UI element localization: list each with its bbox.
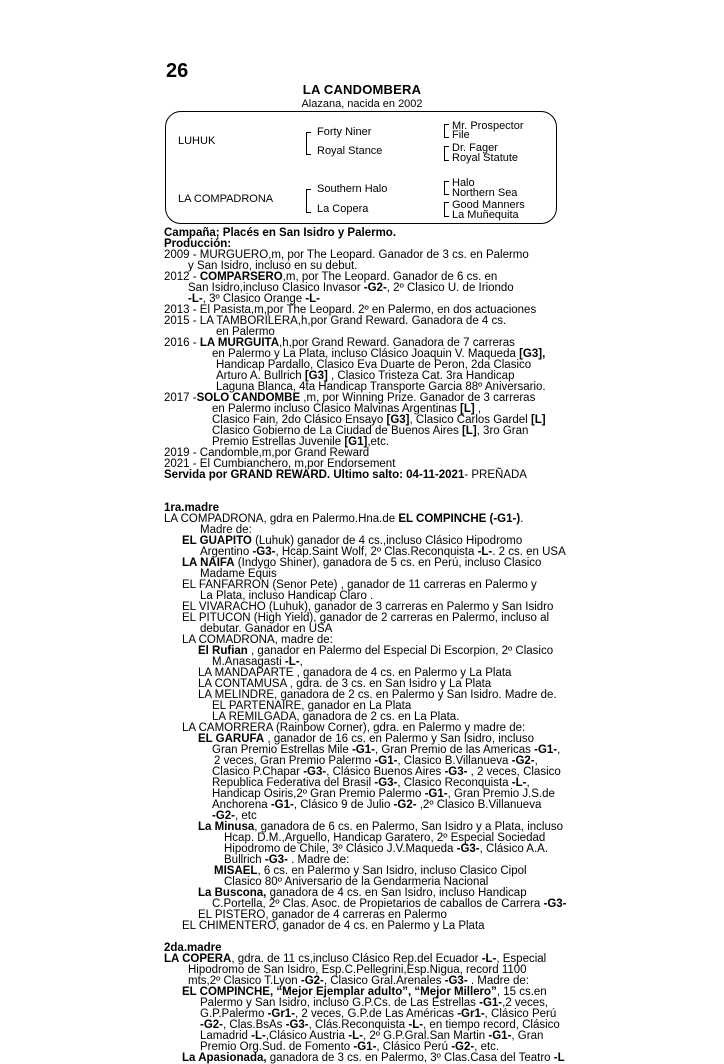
bold-text: -G3-: [264, 854, 288, 866]
bold-text: El Rufian: [198, 645, 248, 657]
bold-text: -L-: [511, 777, 527, 789]
bold-text: COMPARSERO: [199, 271, 283, 283]
bold-text: [L]: [530, 414, 546, 426]
text-segment: , Hcap.Saint Wolf, 2º Clas.Reconquista: [275, 546, 478, 558]
text-segment: ,: [299, 656, 303, 668]
text-segment: , Clásico Perú: [484, 1008, 557, 1020]
text-segment: , ganador en Palermo del Especial Di Escorpion, 2º Clasico: [247, 645, 554, 657]
text-segment: 2009 - MURGUERO,m, por The Leopard. Ganador de 3 cs. en Palermo: [164, 249, 529, 261]
text-segment: 2021 - El Cumbianchero, m,por Endorsement: [164, 458, 396, 470]
pedigree-g3-2b: Royal Statute: [452, 152, 519, 164]
bold-text: [G1]: [344, 436, 368, 448]
text-segment: LA CONTAMUSA , gdra. de 3 cs. en San Isidro y La Plata: [198, 678, 492, 690]
text-segment: ,etc.: [367, 436, 390, 448]
horse-subtitle: Alazana, nacida en 2002: [301, 98, 423, 110]
text-segment: - PREÑADA: [464, 469, 527, 481]
bold-text: -G2-: [212, 810, 235, 822]
text-segment: Gran Premio Estrellas Mile: [212, 744, 352, 756]
bold-text: -G3-: [543, 898, 567, 910]
text-segment: , ganador de 16 cs. en Palermo y San Isidro, incluso: [264, 733, 535, 745]
bold-text: MISAEL: [214, 865, 258, 877]
bold-text: -G1-: [424, 788, 448, 800]
bold-text: EL COMPINCHE (-G1-): [398, 513, 521, 525]
bold-text: -G1-: [488, 1030, 512, 1042]
pedigree-bracket: [444, 181, 449, 195]
text-segment: (Luhuk) ganador de 4 cs.,incluso Clásico Hipodromo: [251, 535, 523, 547]
text-line: [164, 932, 720, 943]
text-segment: , Especial: [496, 953, 547, 965]
text-segment: EL PARTENAIRE, ganador en La Plata: [212, 700, 412, 712]
text-segment: . 2 cs. en USA: [492, 546, 566, 558]
bold-text: LA NAIFA: [182, 557, 235, 569]
text-segment: , 3º Clasico Orange: [202, 293, 306, 305]
text-segment: , Clasico Gral.Arenales: [323, 975, 445, 987]
text-segment: , ganadora de 6 cs. en Palermo, San Isidro y a Plata, incluso: [254, 821, 563, 833]
lot-number: 26: [166, 60, 189, 82]
bold-text: -L-: [408, 1019, 424, 1031]
text-segment: LA MANDAPARTE , ganadora de 4 cs. en Palermo y La Plata: [198, 667, 512, 679]
text-segment: , etc: [235, 810, 257, 822]
text-segment: , 2º G.P.Gral.San Martin: [362, 1030, 489, 1042]
text-segment: , Clasico Tristeza Cat. 3ra Handicap: [327, 370, 515, 382]
text-segment: (Indygo Shiner), ganadora de 5 cs. en Perú, incluso Clasico: [234, 557, 542, 569]
text-line: [164, 492, 720, 503]
bold-text: [G3]: [304, 370, 328, 382]
text-segment: , 2 veces, Clasico: [467, 766, 561, 778]
text-segment: ,2º Clasico B.Villanueva: [416, 799, 542, 811]
text-segment: , etc.: [474, 1041, 500, 1053]
bold-text: Campaña; Placés en San Isidro y Palermo.: [164, 227, 397, 239]
text-segment: Madame Equis: [200, 568, 277, 580]
bold-text: -G3-: [252, 546, 276, 558]
text-segment: , 3ro Gran: [476, 425, 529, 437]
pedigree-g3-4b: La Muñequita: [452, 209, 519, 221]
text-segment: LA COMADRONA, madre de:: [182, 634, 333, 646]
pedigree-bracket: [444, 202, 449, 217]
text-segment: ,: [526, 777, 530, 789]
text-segment: , Clas.BsAs: [223, 1019, 286, 1031]
pedigree-g3-3a: Halo: [452, 177, 475, 189]
bold-text: -G3-: [444, 766, 468, 778]
bold-text: -L-: [305, 293, 321, 305]
text-segment: , Clasico Carlos Gardel: [409, 414, 531, 426]
bold-text: EL COMPINCHE, “Mejor Ejemplar adulto”, “Mejor Millero”: [182, 986, 497, 998]
text-segment: .: [520, 513, 524, 525]
text-segment: 2016 -: [164, 337, 200, 349]
bold-text: La Apasionada,: [182, 1052, 267, 1064]
text-segment: en Palermo incluso Clasico Malvinas Argentinas: [212, 403, 461, 415]
pedigree-g3-1b: File: [452, 129, 470, 141]
text-segment: , Clásico 9 de Julio: [293, 799, 394, 811]
text-segment: San Isidro,incluso Clasico Invasor: [188, 282, 364, 294]
text-segment: , Gran: [511, 1030, 544, 1042]
bold-text: -L-: [188, 293, 203, 305]
bold-text: [G3]: [386, 414, 410, 426]
text-segment: Madre de:: [200, 524, 252, 536]
text-segment: LA COMPADRONA, gdra en Palermo.Hna.de: [164, 513, 399, 525]
bold-text: [L]: [461, 425, 477, 437]
text-line: [164, 1053, 720, 1064]
bold-text: SOLO CANDOMBE: [196, 392, 301, 404]
text-segment: Palermo y San Isidro, incluso G.P.Cs. de Las Estrellas: [200, 997, 480, 1009]
text-segment: La Plata, incluso Handicap Claro .: [200, 590, 374, 602]
bold-text: LA COPERA: [164, 953, 232, 965]
text-segment: y San Isidro, incluso en su debut.: [188, 260, 358, 272]
text-segment: Arturo A. Bullrich: [216, 370, 305, 382]
text-segment: , en tiempo record, Clásico: [423, 1019, 560, 1031]
text-segment: Clasico Gobierno de La Ciudad de Buenos Aires: [212, 425, 462, 437]
text-segment: Premio Estrellas Juvenile: [212, 436, 345, 448]
text-segment: 2 veces, Gran Premio Palermo: [214, 755, 375, 767]
text-segment: Clasico 80º Aniversario de la Gendarmeria Nacional: [224, 876, 489, 888]
bold-text: -G3-: [444, 975, 468, 987]
text-segment: , Gran Premio de las Americas: [374, 744, 535, 756]
text-segment: Laguna Blanca, 4ta Handicap Transporte Garcia 88º Aniversario.: [216, 381, 546, 393]
pedigree-g3-2a: Dr. Fager: [452, 142, 498, 154]
bold-text: EL GARUFA: [198, 733, 265, 745]
text-segment: , Clásico A.A.: [479, 843, 549, 855]
pedigree-g3-1a: Mr. Prospector: [452, 120, 524, 132]
pedigree-sire-dam: Royal Stance: [317, 145, 383, 157]
bold-text: LA MURGUITA: [199, 337, 280, 349]
bold-text: -G3-: [285, 1019, 309, 1031]
bold-text: [L]: [460, 403, 475, 415]
text-segment: EL PITUCON (High Yield), ganador de 2 carreras en Palermo, incluso al: [182, 612, 550, 624]
bold-text: -L-: [251, 1030, 266, 1042]
bold-text: Producción:: [164, 238, 232, 250]
bold-text: -G1-: [374, 755, 398, 767]
text-segment: 2015 - LA TAMBORILERA,h,por Grand Reward. Ganadora de 4 cs.: [164, 315, 507, 327]
text-segment: 2012 -: [164, 271, 200, 283]
pedigree-dam-dam: La Copera: [317, 203, 369, 215]
text-segment: Clasico P.Chapar: [212, 766, 304, 778]
text-segment: EL FANFARRON (Senor Pete) , ganador de 11 carreras en Palermo y: [182, 579, 537, 591]
bold-text: La Buscona,: [198, 887, 267, 899]
pedigree-sire-sire: Forty Niner: [317, 126, 372, 138]
text-segment: ganadora de 4 cs. en San Isidro, incluso Handicap: [266, 887, 527, 899]
pedigree-bracket: [444, 124, 449, 138]
text-segment: Handicap Pardallo, Clasico Eva Duarte de Peron, 2da Clasico: [216, 359, 532, 371]
pedigree-sire: LUHUK: [178, 135, 216, 147]
bold-text: -G3-: [374, 777, 398, 789]
text-segment: , 2º Clasico U. de Iriondo: [386, 282, 514, 294]
text-segment: mts,2º Clasico T.Lyon: [188, 975, 301, 987]
bold-text: Servida por GRAND REWARD. Ultimo salto: 04-11-2021: [164, 469, 465, 481]
bold-text: [G3],: [519, 348, 546, 360]
pedigree-bracket: [444, 146, 449, 161]
text-segment: EL CHIMENTERO, ganador de 4 cs. en Palermo y La Plata: [182, 920, 485, 932]
text-segment: ,Clásico Austria: [265, 1030, 349, 1042]
text-segment: , Gran Premio J.S.de: [447, 788, 555, 800]
text-segment: Hipodromo de Chile, 3º Clásico J.V.Maqueda: [224, 843, 457, 855]
text-segment: 2019 - Candomble,m,por Grand Reward: [164, 447, 370, 459]
text-segment: Hipodromo de San Isidro, Esp.C.Pellegrini,Esp.Nigua, record 1100: [188, 964, 527, 976]
text-segment: G.P.Palermo: [200, 1008, 268, 1020]
text-segment: , 6 cs. en Palermo y San Isidro, incluso Clasico Cipol: [257, 865, 527, 877]
text-segment: Anchorena: [212, 799, 271, 811]
bold-text: -G2-: [511, 755, 535, 767]
pedigree-box: [165, 111, 557, 224]
bold-text: -L-: [477, 546, 493, 558]
bold-text: -L-: [284, 656, 300, 668]
text-segment: debutar. Ganador en USA: [200, 623, 333, 635]
bold-text: 2da.madre: [164, 942, 222, 954]
bold-text: -G1-: [479, 997, 503, 1009]
pedigree-g3-3b: Northern Sea: [452, 187, 518, 199]
bold-text: 1ra.madre: [164, 502, 219, 514]
text-segment: EL VIVARACHO (Luhuk), ganador de 3 carreras en Palermo y San Isidro: [182, 601, 554, 613]
bold-text: -G3-: [456, 843, 480, 855]
text-segment: Handicap Osiris,2º Gran Premio Palermo: [212, 788, 425, 800]
text-segment: ganadora de 3 cs. en Palermo, 3º Clas.Casa del Teatro: [266, 1052, 554, 1064]
text-segment: . Madre de:: [287, 854, 350, 866]
bold-text: -G1-: [534, 744, 558, 756]
bold-text: -G2-: [300, 975, 324, 987]
text-segment: , gdra. de 11 cs,incluso Clásico Rep.del Ecuador: [231, 953, 482, 965]
text-segment: en Palermo: [216, 326, 275, 338]
pedigree-bracket: [306, 132, 311, 155]
text-segment: , 2 veces, G.P.de Las Américas: [295, 1008, 458, 1020]
text-segment: ,m, por The Leopard. Ganador de 6 cs. en: [282, 271, 498, 283]
text-segment: , Clás.Reconquista: [308, 1019, 409, 1031]
bold-text: -L: [553, 1052, 565, 1064]
pedigree-g3-4a: Good Manners: [452, 199, 525, 211]
bold-text: -L-: [348, 1030, 363, 1042]
bold-text: -L-: [481, 953, 497, 965]
text-segment: ,: [557, 744, 561, 756]
text-segment: LA CAMORRERA (Rainbow Corner), gdra. en Palermo y madre de:: [182, 722, 526, 734]
text-line: [164, 228, 720, 239]
text-segment: Argentino: [200, 546, 253, 558]
text-segment: , 15 cs.en: [496, 986, 547, 998]
bold-text: -G3-: [303, 766, 327, 778]
text-segment: Lamadrid: [200, 1030, 252, 1042]
text-segment: LA MELINDRE, ganadora de 2 cs. en Palermo y San Isidro. Madre de.: [198, 689, 557, 701]
text-segment: EL PISTERO, ganador de 4 carreras en Palermo: [198, 909, 447, 921]
horse-name: LA CANDOMBERA: [302, 82, 422, 97]
text-segment: M.Anasagasti: [212, 656, 285, 668]
text-segment: , Clásico Perú: [376, 1041, 452, 1053]
text-segment: LA REMILGADA, ganadora de 2 cs. en La Plata.: [212, 711, 460, 723]
bold-text: EL GUAPITO: [182, 535, 252, 547]
text-segment: 2013 - El Pasista,m,por The Leopard. 2º en Palermo, en dos actuaciones: [164, 304, 537, 316]
bold-text: -G1-: [351, 744, 375, 756]
bold-text: -G1-: [353, 1041, 377, 1053]
text-segment: Republica Federativa del Brasil: [212, 777, 375, 789]
text-line: [164, 921, 720, 932]
text-segment: ,h,por Grand Reward. Ganadora de 7 carreras: [279, 337, 515, 349]
text-segment: ,m, por Winning Prize. Ganador de 3 carreras: [300, 392, 536, 404]
pedigree-dam-sire: Southern Halo: [317, 183, 388, 195]
pedigree-dam: LA COMPADRONA: [178, 193, 274, 205]
text-segment: ,: [534, 755, 538, 767]
text-segment: ,: [474, 403, 482, 415]
text-segment: Bullrich: [224, 854, 265, 866]
text-segment: Clasico Fain, 2do Clásico Ensayo: [212, 414, 387, 426]
text-segment: , Clasico B.Villanueva: [397, 755, 512, 767]
text-line: [164, 470, 720, 481]
text-segment: , Clásico Buenos Aires: [326, 766, 445, 778]
bold-text: -G1-: [270, 799, 294, 811]
text-segment: 2017 -: [164, 392, 197, 404]
text-segment: ,2 veces,: [502, 997, 549, 1009]
bold-text: -G2-: [200, 1019, 223, 1031]
text-segment: en Palermo y La Plata, incluso Clásico Joaquin V. Maqueda: [212, 348, 520, 360]
catalog-body: [164, 228, 720, 1064]
text-line: [164, 481, 720, 492]
text-segment: . Madre de:: [467, 975, 530, 987]
pedigree-bracket: [306, 189, 311, 213]
text-segment: Hcap. D.M.,Arguello, Handicap Garatero, 2º Especial Sociedad: [224, 832, 546, 844]
bold-text: -G2-: [363, 282, 387, 294]
text-segment: , Clasico Reconquista: [397, 777, 512, 789]
text-segment: C.Portella, 2º Clas. Asoc. de Propietarios de caballos de Carrera: [212, 898, 544, 910]
text-segment: Premio Org.Sud. de Fomento: [200, 1041, 354, 1053]
bold-text: -Gr1-: [267, 1008, 296, 1020]
bold-text: -G2-: [393, 799, 417, 811]
bold-text: -G2-: [451, 1041, 475, 1053]
bold-text: La Minusa: [198, 821, 255, 833]
bold-text: -Gr1-: [457, 1008, 485, 1020]
